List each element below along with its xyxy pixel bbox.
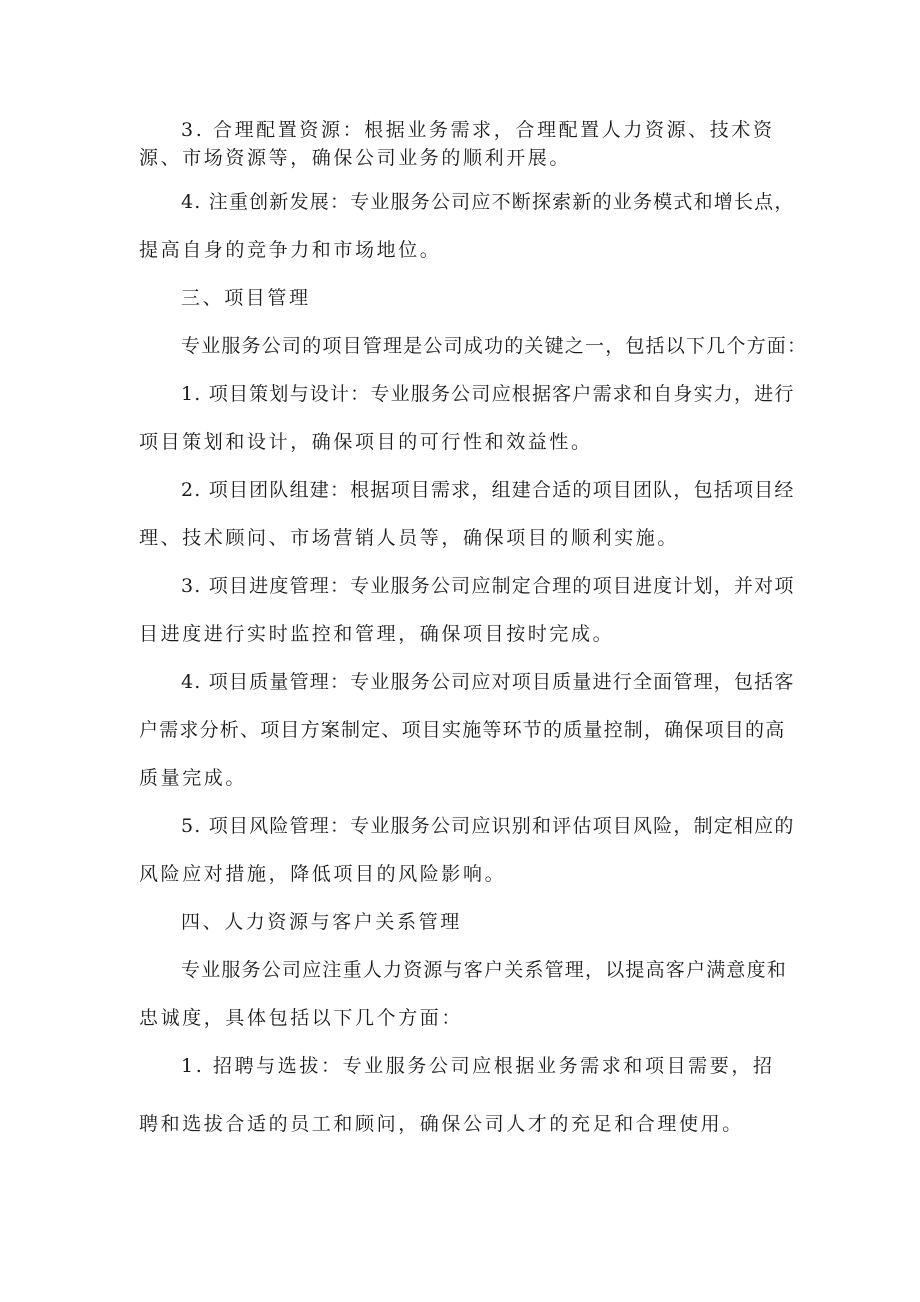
paragraph-project-planning-line-1: 1. 项目策划与设计：专业服务公司应根据客户需求和自身实力，进行 [181,383,795,405]
paragraph-schedule-line-2: 目进度进行实时监控和管理，确保项目按时完成。 [139,623,615,645]
section-heading-hr-crm: 四、人力资源与客户关系管理 [181,911,462,933]
section-heading-project-management: 三、项目管理 [181,287,311,309]
paragraph-recruitment-line-1: 1. 招聘与选拔：专业服务公司应根据业务需求和项目需要，招 [181,1055,775,1077]
paragraph-innovation-line-2: 提高自身的竞争力和市场地位。 [139,239,442,261]
paragraph-project-intro: 专业服务公司的项目管理是公司成功的关键之一，包括以下几个方面： [181,335,808,357]
paragraph-team-building-line-1: 2. 项目团队组建：根据项目需求，组建合适的项目团队，包括项目经 [181,479,795,501]
paragraph-resource-allocation-line-2: 源、市场资源等，确保公司业务的顺利开展。 [139,147,572,169]
paragraph-project-planning-line-2: 项目策划和设计，确保项目的可行性和效益性。 [139,431,593,453]
paragraph-quality-line-1: 4. 项目质量管理：专业服务公司应对项目质量进行全面管理，包括客 [181,671,795,693]
paragraph-hr-intro-line-1: 专业服务公司应注重人力资源与客户关系管理，以提高客户满意度和 [181,959,788,981]
paragraph-resource-allocation-line-1: 3. 合理配置资源：根据业务需求，合理配置人力资源、技术资 [181,119,775,141]
paragraph-team-building-line-2: 理、技术顾问、市场营销人员等，确保项目的顺利实施。 [139,527,680,549]
paragraph-risk-line-1: 5. 项目风险管理：专业服务公司应识别和评估项目风险，制定相应的 [181,815,795,837]
paragraph-recruitment-line-2: 聘和选拔合适的员工和顾问，确保公司人才的充足和合理使用。 [139,1113,744,1135]
paragraph-quality-line-2: 户需求分析、项目方案制定、项目实施等环节的质量控制，确保项目的高 [139,719,786,741]
paragraph-schedule-line-1: 3. 项目进度管理：专业服务公司应制定合理的项目进度计划，并对项 [181,575,795,597]
paragraph-hr-intro-line-2: 忠诚度，具体包括以下几个方面： [139,1007,464,1029]
paragraph-quality-line-3: 质量完成。 [139,767,248,789]
paragraph-innovation-line-1: 4. 注重创新发展：专业服务公司应不断探索新的业务模式和增长点， [181,191,795,213]
paragraph-risk-line-2: 风险应对措施，降低项目的风险影响。 [139,863,507,885]
